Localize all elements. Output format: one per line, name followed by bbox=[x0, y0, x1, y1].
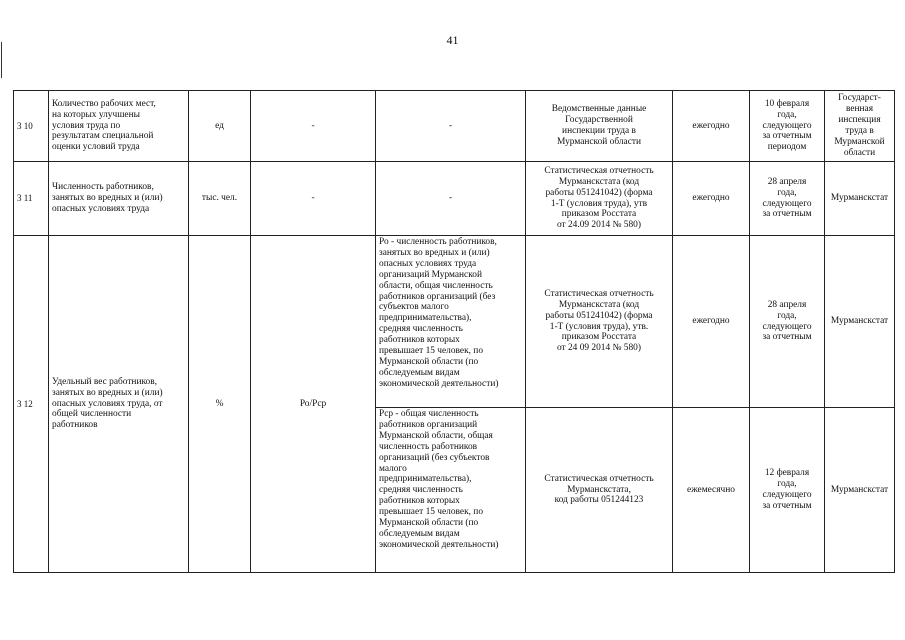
unit: тыс. чел. bbox=[189, 162, 251, 236]
symbols: Рср - общая численность работников организаций Мурманской области, общая численность работников организаций (без субъектов малого предпринимательства), средняя численность работников которых превышает 15 человек, по Мурманской области (по обследуемым видам экономической деятельности) bbox=[376, 408, 526, 573]
indicator-name: Количество рабочих мест, на которых улучшены условия труда по результатам специальной оценки условий труда bbox=[49, 91, 189, 162]
responsible: Государст- венная инспекция труда в Мурманской области bbox=[825, 91, 895, 162]
formula: - bbox=[251, 162, 376, 236]
row-number: 3 10 bbox=[14, 91, 49, 162]
indicators-table bbox=[13, 90, 895, 573]
responsible: Мурманскстат bbox=[825, 236, 895, 408]
unit: ед bbox=[189, 91, 251, 162]
symbols: Ро - численность работников, занятых во вредных и (или) опасных условиях труда организаций Мурманской области, общая численность работников организаций (без субъектов малого предпринимательства), средняя численность работников которых превышает 15 человек, по Мурманской области (по обследуемым видам экономической деятельности) bbox=[376, 236, 526, 408]
margin-line bbox=[1, 42, 2, 78]
deadline: 12 февраля года, следующего за отчетным bbox=[750, 408, 825, 573]
frequency: ежегодно bbox=[673, 162, 750, 236]
indicator-name: Удельный вес работников, занятых во вредных и (или) опасных условиях труда, от общей численности работников bbox=[49, 236, 189, 573]
data-source: Статистическая отчетность Мурманскстата (код работы 051241042) (форма 1-Т (условия труда), утв приказом Росстата от 24.09 2014 № 580) bbox=[526, 162, 673, 236]
formula: - bbox=[251, 91, 376, 162]
responsible: Мурманскстат bbox=[825, 162, 895, 236]
data-source: Статистическая отчетность Мурманскстата (код работы 051241042) (форма 1-Т (условия труда), утв. приказом Росстата от 24 09 2014 № 580) bbox=[526, 236, 673, 408]
row-number: 3 11 bbox=[14, 162, 49, 236]
indicator-name: Численность работников, занятых во вредных и (или) опасных условиях труда bbox=[49, 162, 189, 236]
unit: % bbox=[189, 236, 251, 573]
responsible: Мурманскстат bbox=[825, 408, 895, 573]
frequency: ежегодно bbox=[673, 91, 750, 162]
deadline: 28 апреля года, следующего за отчетным bbox=[750, 162, 825, 236]
row-number: 3 12 bbox=[14, 236, 49, 573]
data-source: Статистическая отчетность Мурманскстата, код работы 051244123 bbox=[526, 408, 673, 573]
frequency: ежемесячно bbox=[673, 408, 750, 573]
table-row bbox=[14, 91, 895, 162]
table-row bbox=[14, 162, 895, 236]
symbols: - bbox=[376, 91, 526, 162]
page-number: 41 bbox=[446, 33, 459, 47]
formula: Ро/Рср bbox=[251, 236, 376, 573]
symbols: - bbox=[376, 162, 526, 236]
data-source: Ведомственные данные Государственной инспекции труда в Мурманской области bbox=[526, 91, 673, 162]
table-row bbox=[14, 236, 895, 408]
deadline: 10 февраля года, следующего за отчетным периодом bbox=[750, 91, 825, 162]
deadline: 28 апреля года, следующего за отчетным bbox=[750, 236, 825, 408]
frequency: ежегодно bbox=[673, 236, 750, 408]
